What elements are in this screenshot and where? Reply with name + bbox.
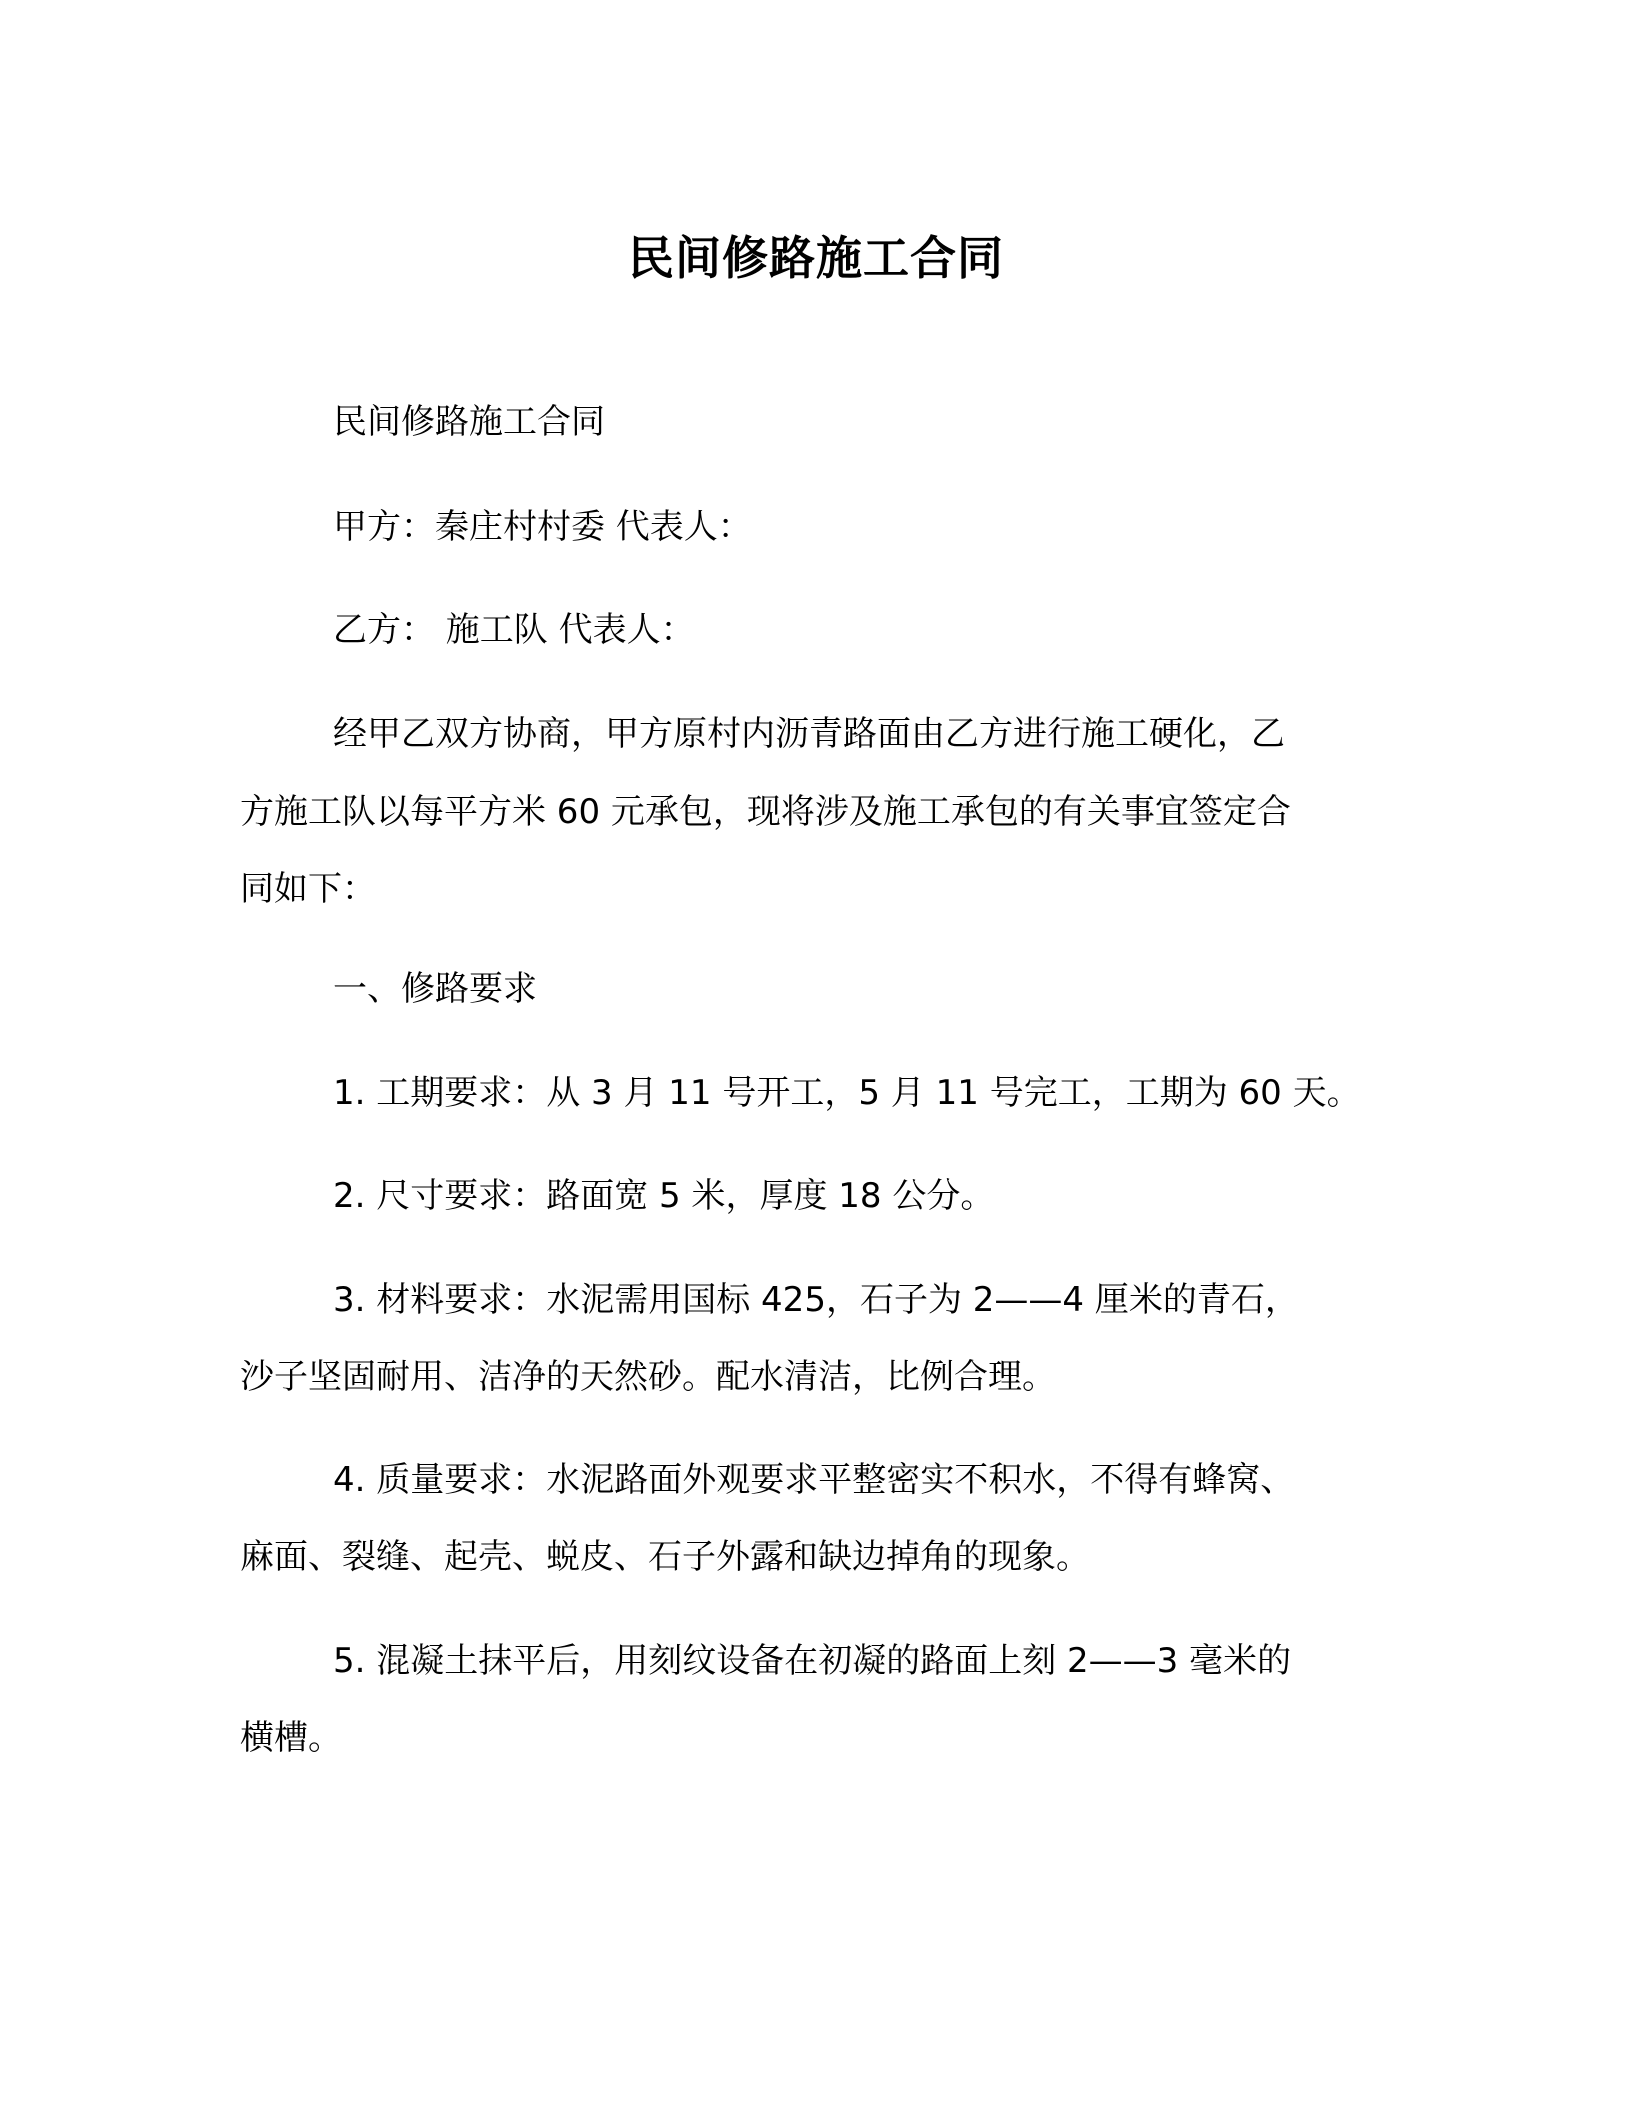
requirement-item-1: 1. 工期要求：从 3 月 11 号开工，5 月 11 号完工，工期为 60 天。 bbox=[333, 1073, 1361, 1113]
requirement-item-4-line-2: 麻面、裂缝、起壳、蜕皮、石子外露和缺边掉角的现象。 bbox=[240, 1537, 1090, 1577]
requirement-item-5-line-1: 5. 混凝土抹平后，用刻纹设备在初凝的路面上刻 2——3 毫米的 bbox=[333, 1641, 1292, 1681]
requirement-item-3-line-2: 沙子坚固耐用、洁净的天然砂。配水清洁，比例合理。 bbox=[240, 1357, 1056, 1397]
contract-subtitle: 民间修路施工合同 bbox=[333, 402, 605, 442]
document-title: 民间修路施工合同 bbox=[628, 231, 1004, 285]
intro-line-2: 方施工队以每平方米 60 元承包，现将涉及施工承包的有关事宜签定合 bbox=[240, 792, 1291, 832]
requirement-item-3-line-1: 3. 材料要求：水泥需用国标 425，石子为 2——4 厘米的青石， bbox=[333, 1280, 1299, 1320]
requirement-item-2: 2. 尺寸要求：路面宽 5 米，厚度 18 公分。 bbox=[333, 1176, 995, 1216]
intro-line-3: 同如下： bbox=[240, 869, 376, 909]
party-a-line: 甲方：秦庄村村委 代表人： bbox=[333, 507, 752, 547]
requirement-item-4-line-1: 4. 质量要求：水泥路面外观要求平整密实不积水，不得有蜂窝、 bbox=[333, 1460, 1295, 1500]
requirement-item-5-line-2: 横槽。 bbox=[240, 1718, 342, 1758]
intro-line-1: 经甲乙双方协商，甲方原村内沥青路面由乙方进行施工硬化，乙 bbox=[333, 714, 1285, 754]
party-b-line: 乙方： 施工队 代表人： bbox=[333, 610, 695, 650]
section-heading-1: 一、修路要求 bbox=[333, 969, 537, 1009]
